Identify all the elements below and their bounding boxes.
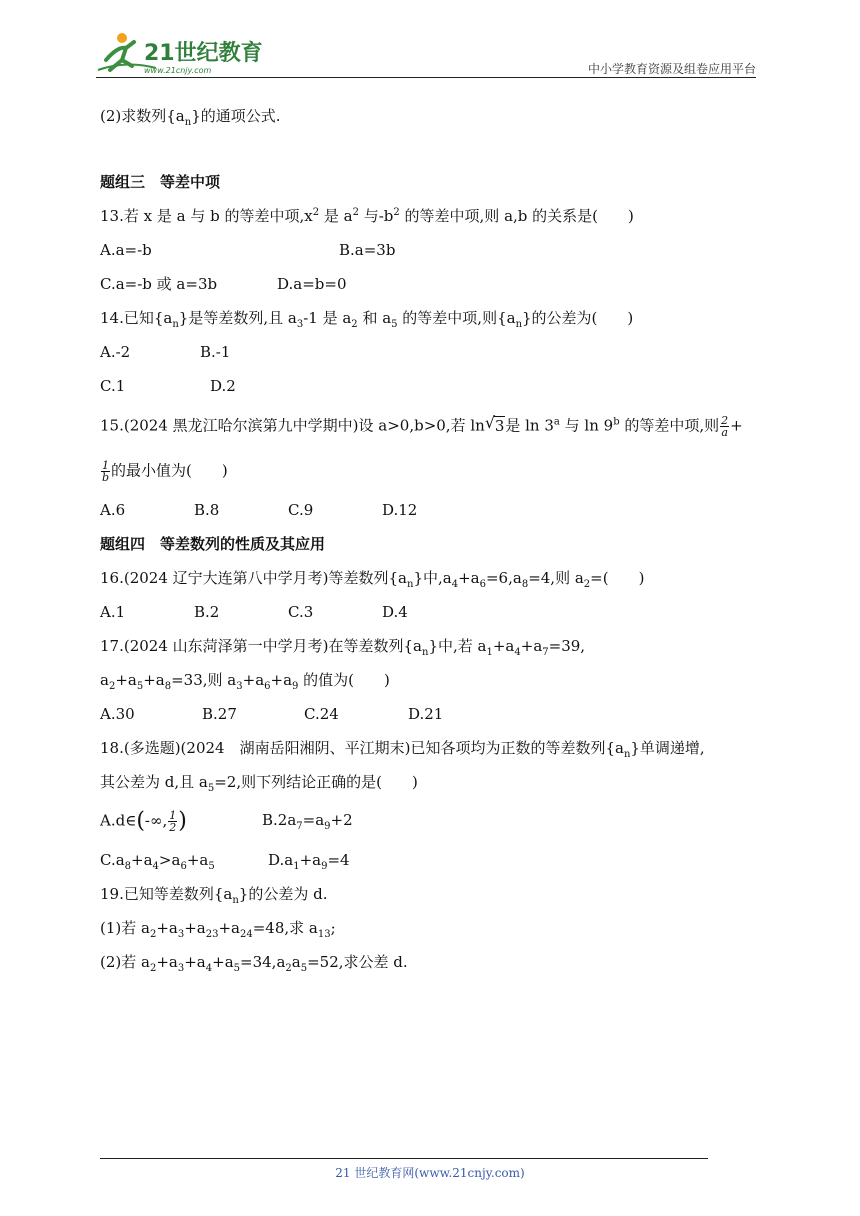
q13-stem: 13.若 x 是 a 与 b 的等差中项$,x^2$ 是 $a^2$ 与$-b^2$ 的等差中项,则 a,b 的关系是( ) xyxy=(100,207,634,225)
q19-part2: (2)若 $a_2+a_3+a_4+a_5=34,a_2a_5=52$,求公差 d. xyxy=(100,953,408,974)
q15-option-c[interactable]: C.9 xyxy=(288,501,314,519)
q14-option-a[interactable]: A.-2 xyxy=(100,343,131,361)
q14-option-c[interactable]: C.1 xyxy=(100,377,126,395)
q18-option-a[interactable]: A.d∈(-∞, $\frac{1}{2}$ ) xyxy=(100,808,187,834)
q13-option-d[interactable]: D.a=b=0 xyxy=(277,275,347,293)
header-tagline: 中小学教育资源及组卷应用平台 xyxy=(587,62,756,76)
q14-option-d[interactable]: D.2 xyxy=(210,377,236,395)
q18-option-d[interactable]: $D.a_1+a_9=4$ xyxy=(268,851,350,872)
q19-part1: (1)若 $a_2+a_3+a_{23}+a_{24}=48$,求 $a_{13}$; xyxy=(100,919,336,940)
q16-option-d[interactable]: D.4 xyxy=(382,603,408,621)
q17-option-a[interactable]: A.30 xyxy=(100,705,135,723)
q15-option-a[interactable]: A.6 xyxy=(100,501,126,519)
page-header xyxy=(96,30,756,80)
q18-option-b[interactable]: $B.2a_7=a_9+2$ xyxy=(262,811,353,832)
q14-option-b[interactable]: B.-1 xyxy=(200,343,231,361)
footer-divider xyxy=(100,1158,708,1159)
q18-stem-line2: 其公差为 d,且 $a_5=2$,则下列结论正确的是( ) xyxy=(100,773,418,794)
q13-option-b[interactable]: B.a=3b xyxy=(339,241,396,259)
section-heading-group3: 题组三 等差中项 xyxy=(100,173,221,191)
footer-link[interactable]: 21 世纪教育网(www.21cnjy.com) xyxy=(335,1166,525,1180)
q17-option-d[interactable]: D.21 xyxy=(408,705,444,723)
q17-option-b[interactable]: B.27 xyxy=(202,705,237,723)
site-logo xyxy=(96,30,266,76)
q16-option-c[interactable]: C.3 xyxy=(288,603,314,621)
q16-stem: 16.(2024 辽宁大连第八中学月考)等差数列$\{a_n\}$中$,a_4+a_6=6,a_8=4$,则 $a_2=$( ) xyxy=(100,569,645,590)
q16-option-b[interactable]: B.2 xyxy=(194,603,220,621)
q19-stem: 19.已知等差数列$\{a_n\}$的公差为 d. xyxy=(100,885,328,906)
section-heading-group4: 题组四 等差数列的性质及其应用 xyxy=(100,535,326,553)
svg-text:www.21cnjy.com: www.21cnjy.com xyxy=(144,66,212,75)
q17-option-c[interactable]: C.24 xyxy=(304,705,339,723)
q15-stem-line2: $\frac{1}{b}$ 的最小值为( ) xyxy=(102,459,228,484)
q15-option-b[interactable]: B.8 xyxy=(194,501,220,519)
q13-option-c[interactable]: C.a=-b 或 a=3b xyxy=(100,275,218,293)
q16-option-a[interactable]: A.1 xyxy=(100,603,126,621)
q15-stem-line1: 15.(2024 黑龙江哈尔滨第九中学期中)设 a>0,b>0,若 ln √ 3是 ln 3$^a$ 与 ln 9$^b$ 的等差中项,则 $\frac{2}{a}$ + xyxy=(100,412,743,439)
q12-part2: (2)求数列$\{a_n\}$的通项公式. xyxy=(100,107,281,128)
q13-option-a[interactable]: A.a=-b xyxy=(100,241,152,259)
q17-stem-line2: $a_2+a_5+a_8=33$,则 $a_3+a_6+a_9$ 的值为( ) xyxy=(100,671,390,692)
q17-stem-line1: 17.(2024 山东菏泽第一中学月考)在等差数列$\{a_n\}$中,若 $a_1+a_4+a_7=39$, xyxy=(100,637,586,658)
q18-option-c[interactable]: $C.a_8+a_4>a_6+a_5$ xyxy=(100,851,215,872)
q18-stem-line1: 18.(多选题)(2024 湖南岳阳湘阴、平江期末)已知各项均为正数的等差数列$\{a_n\}$单调递增, xyxy=(100,739,705,760)
q14-stem: 14.已知$\{a_n\}$是等差数列,且 $a_3-1$ 是 $a_2$ 和 $a_5$ 的等差中项,则$\{a_n\}$的公差为( ) xyxy=(100,309,634,330)
q15-option-d[interactable]: D.12 xyxy=(382,501,418,519)
header-divider xyxy=(96,77,756,78)
svg-text:21世纪教育: 21世纪教育 xyxy=(144,41,263,66)
